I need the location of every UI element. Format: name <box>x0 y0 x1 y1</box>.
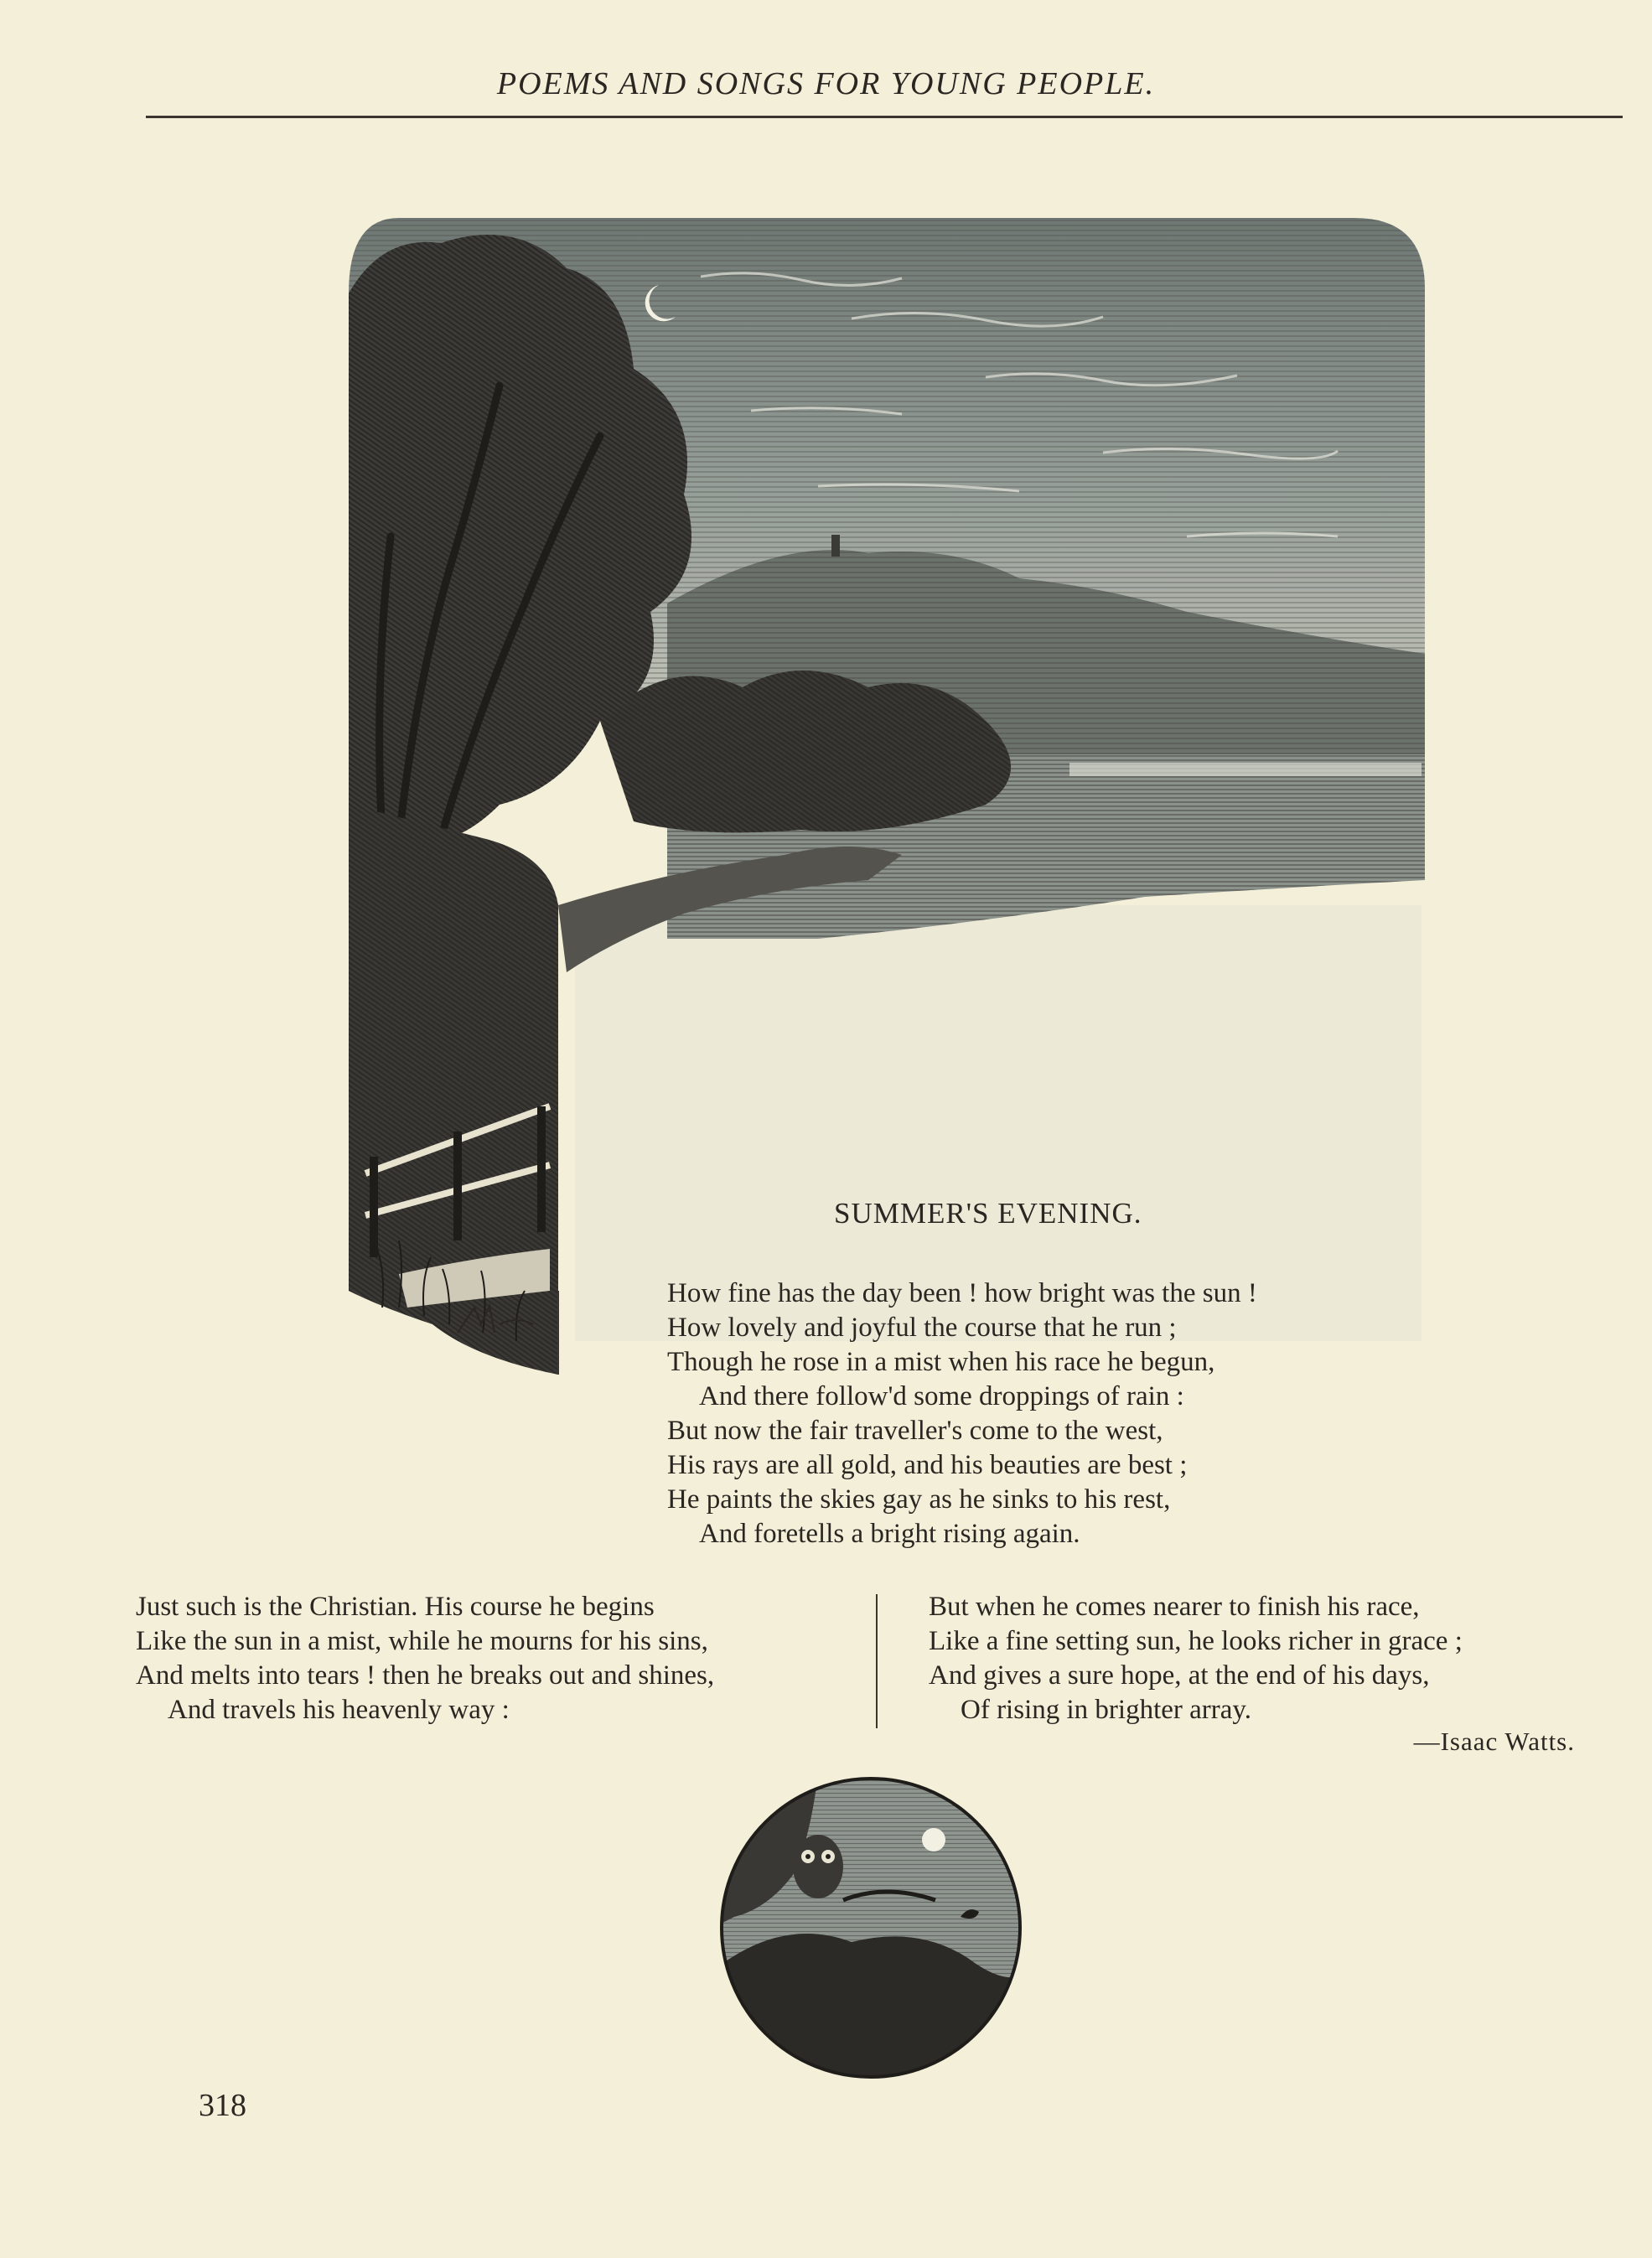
column-divider <box>876 1594 878 1728</box>
author-attribution: —Isaac Watts. <box>1413 1727 1575 1756</box>
poem-line: Though he rose in a mist when his race he begun, <box>667 1347 1215 1377</box>
page-number: 318 <box>199 2088 246 2123</box>
poem-line: And travels his heavenly way : <box>168 1695 510 1725</box>
poem-line: He paints the skies gay as he sinks to his rest, <box>667 1484 1171 1515</box>
poem-line: But when he comes nearer to finish his race, <box>929 1592 1420 1622</box>
poem-line: His rays are all gold, and his beauties are best ; <box>667 1450 1188 1480</box>
poem-line: How fine has the day been ! how bright was the sun ! <box>667 1278 1257 1308</box>
stanza-right <box>929 1590 1616 1727</box>
stanza-main <box>667 1277 1422 1551</box>
poem-line: But now the fair traveller's come to the west, <box>667 1416 1163 1446</box>
running-head: POEMS AND SONGS FOR YOUNG PEOPLE. <box>496 66 1156 101</box>
poem-title: SUMMER'S EVENING. <box>834 1197 1142 1230</box>
poem-line: Like the sun in a mist, while he mourns for his sins, <box>136 1626 708 1656</box>
header-rule <box>146 116 1623 118</box>
poem-line: And gives a sure hope, at the end of his days, <box>929 1660 1430 1691</box>
poem-line: And there follow'd some droppings of rain : <box>699 1381 1184 1411</box>
poem-line: Like a fine setting sun, he looks richer in grace ; <box>929 1626 1463 1656</box>
stanza-left <box>136 1590 873 1727</box>
poem-line: Just such is the Christian. His course he begins <box>136 1592 655 1622</box>
poem-line: Of rising in brighter array. <box>961 1695 1251 1725</box>
poem-line: And foretells a bright rising again. <box>699 1519 1080 1549</box>
owl-vignette-engraving <box>717 1774 1024 2081</box>
poem-line: How lovely and joyful the course that he run ; <box>667 1313 1177 1343</box>
poem-line: And melts into tears ! then he breaks out and shines, <box>136 1660 715 1691</box>
